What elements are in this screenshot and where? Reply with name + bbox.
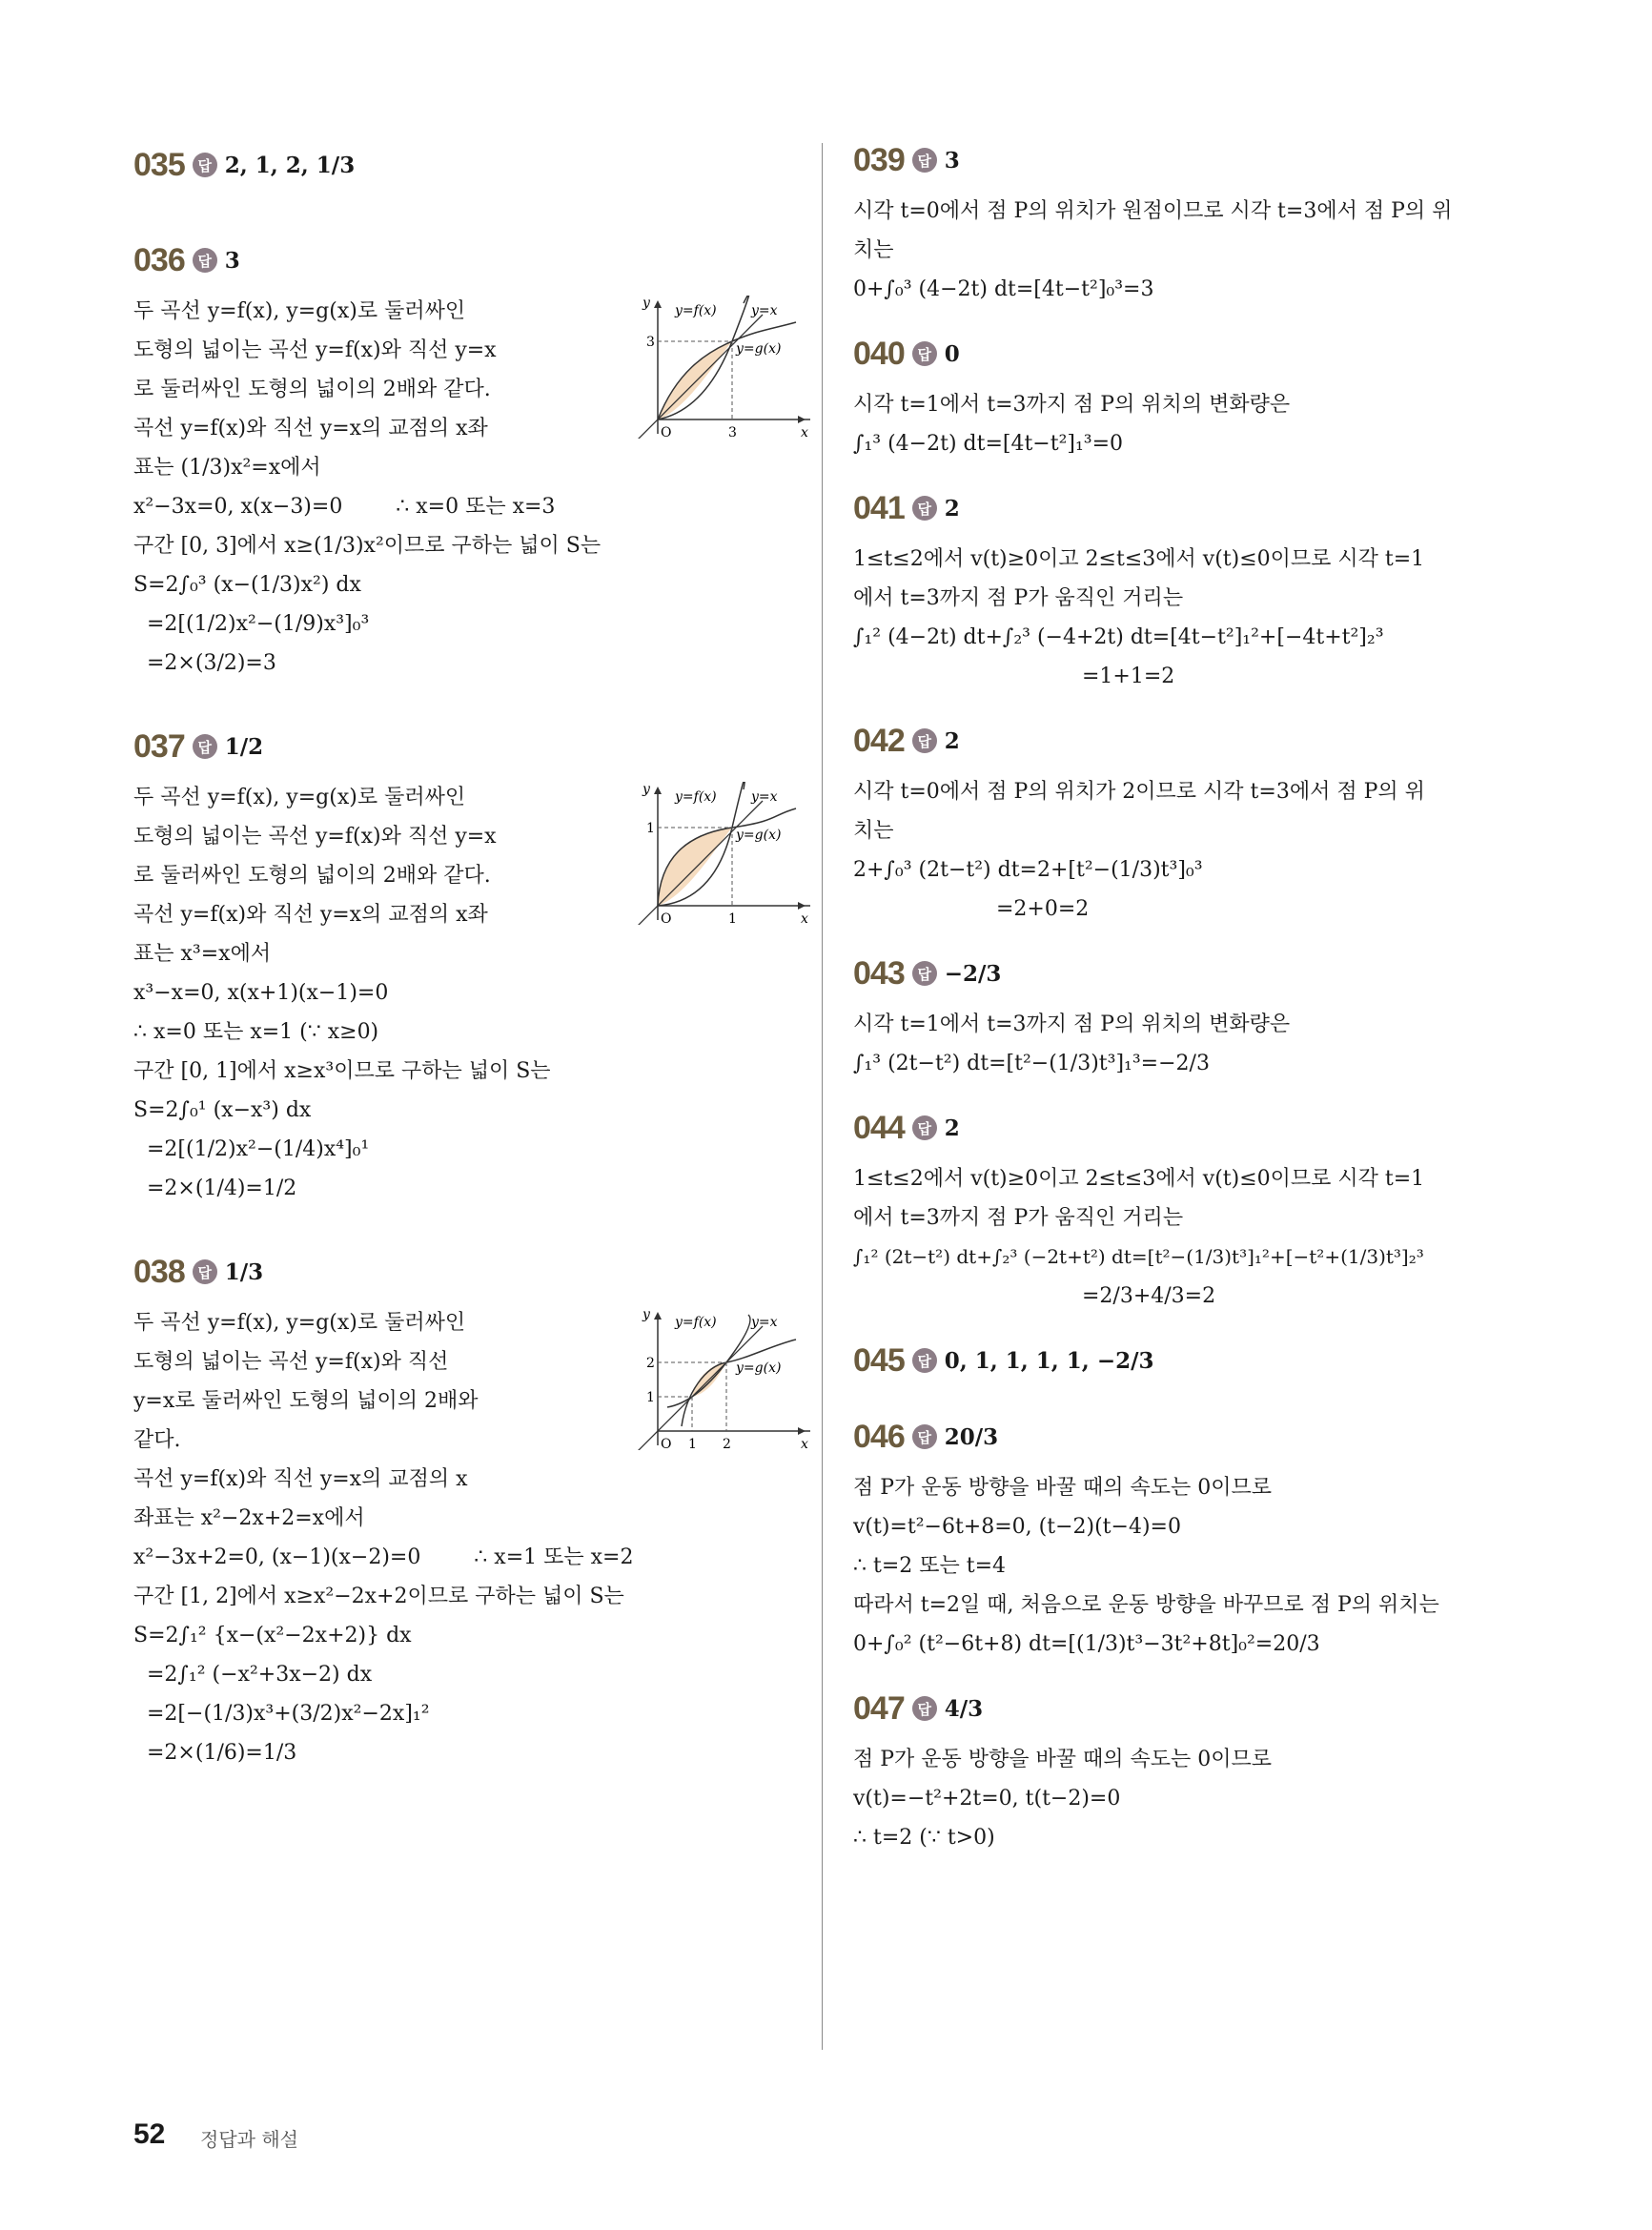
problem-number: 046: [853, 1418, 905, 1455]
solution-line: 구간 [0, 1]에서 x≥x³이므로 구하는 넓이 S는: [133, 1059, 551, 1083]
solution-line: 도형의 넓이는 곡선 y=f(x)와 직선: [133, 1350, 449, 1374]
solution-line: 두 곡선 y=f(x), y=g(x)로 둘러싸인: [133, 1311, 466, 1335]
answer-badge-icon: 답: [912, 341, 937, 366]
line-label: y=x: [751, 789, 778, 805]
problem-number: 045: [853, 1341, 905, 1379]
solution-line: 같다.: [133, 1428, 181, 1452]
x-tick-label: 2: [723, 1437, 731, 1450]
curve-f-label: y=f(x): [675, 303, 717, 318]
answer: 2: [944, 1115, 960, 1141]
solution-line: =2∫₁² (−x²+3x−2) dx: [147, 1663, 373, 1687]
solution-line: y=x로 둘러싸인 도형의 넓이의 2배와: [133, 1389, 479, 1413]
y-tick-label: 2: [646, 1356, 655, 1371]
solution-line: ∫₁³ (2t−t²) dt=[t²−(1/3)t³]₁³=−2/3: [853, 1052, 1210, 1075]
solution-line: ∫₁² (4−2t) dt+∫₂³ (−4+2t) dt=[4t−t²]₁²+[−4t+t²]₂³: [853, 625, 1384, 649]
answer: 1/2: [224, 733, 264, 760]
problem-number: 038: [133, 1253, 185, 1290]
problem-header: [853, 322, 1520, 385]
right-column: [853, 129, 1520, 1857]
problem-number: 035: [133, 146, 185, 183]
solution-line: x³−x=0, x(x+1)(x−1)=0: [133, 981, 389, 1005]
solution-line: 도형의 넓이는 곡선 y=f(x)와 직선 y=x: [133, 338, 497, 362]
page-number: 52: [133, 2118, 166, 2150]
solution-line: 구간 [1, 2]에서 x≥x²−2x+2이므로 구하는 넓이 S는: [133, 1585, 624, 1608]
answer-badge-icon: 답: [912, 1348, 937, 1373]
solution-line: 0+∫₀² (t²−6t+8) dt=[(1/3)t³−3t²+8t]₀²=20/3: [853, 1632, 1320, 1656]
answer: 3: [224, 247, 240, 274]
answer-badge-icon: 답: [193, 734, 217, 759]
solution-line: =2×(1/6)=1/3: [147, 1741, 297, 1765]
solution-line: 점 P가 운동 방향을 바꿀 때의 속도는 0이므로: [853, 1476, 1273, 1500]
y-axis-label: y: [642, 782, 650, 797]
problem-header: [853, 709, 1520, 772]
answer-badge-icon: 답: [912, 496, 937, 521]
solution-line: 두 곡선 y=f(x), y=g(x)로 둘러싸인: [133, 299, 466, 323]
answer: 4/3: [944, 1695, 984, 1722]
solution-line: 1≤t≤2에서 v(t)≥0이고 2≤t≤3에서 v(t)≤0이므로 시각 t=1: [853, 547, 1425, 571]
problem-043: [853, 942, 1520, 1083]
problem-number: 041: [853, 489, 905, 526]
area-graph-figure: [629, 782, 820, 925]
answer-badge-icon: 답: [193, 248, 217, 273]
answer-badge-icon: 답: [193, 1259, 217, 1284]
problem-header: [853, 1329, 1520, 1392]
solution-line: 점 P가 운동 방향을 바꿀 때의 속도는 0이므로: [853, 1748, 1273, 1771]
problem-036: [133, 229, 820, 683]
solution-line: =2×(3/2)=3: [147, 651, 276, 675]
origin-label: O: [661, 425, 672, 439]
problem-header: [853, 942, 1520, 1005]
solution-line: 시각 t=1에서 t=3까지 점 P의 위치의 변화량은: [853, 393, 1291, 417]
answer: 2: [944, 495, 960, 522]
area-graph-figure: [629, 1307, 820, 1450]
answer-badge-icon: 답: [912, 961, 937, 986]
curve-g-label: y=g(x): [736, 828, 782, 843]
x-tick-label: 1: [688, 1437, 697, 1450]
solution-line: 곡선 y=f(x)와 직선 y=x의 교점의 x좌: [133, 417, 488, 440]
problem-number: 042: [853, 722, 905, 759]
solution-line: v(t)=−t²+2t=0, t(t−2)=0: [853, 1787, 1121, 1811]
problem-header: [853, 477, 1520, 540]
solution-line: =2[(1/2)x²−(1/4)x⁴]₀¹: [147, 1137, 370, 1161]
problem-number: 040: [853, 335, 905, 372]
solution-line: ∫₁² (2t−t²) dt+∫₂³ (−2t+t²) dt=[t²−(1/3)t³]₁²+[−t²+(1/3)t³]₂³: [853, 1245, 1424, 1268]
answer-badge-icon: 답: [912, 1115, 937, 1140]
solution-line: v(t)=t²−6t+8=0, (t−2)(t−4)=0: [853, 1515, 1181, 1539]
answer-badge-icon: 답: [193, 153, 217, 177]
curve-g-label: y=g(x): [736, 1361, 782, 1376]
answer-badge-icon: 답: [912, 148, 937, 173]
solution-line: S=2∫₁² {x−(x²−2x+2)} dx: [133, 1624, 412, 1647]
x-tick-label: 1: [728, 911, 737, 925]
answer: 20/3: [944, 1423, 999, 1450]
solution-line: 좌표는 x²−2x+2=x에서: [133, 1506, 365, 1530]
solution-line: 시각 t=0에서 점 P의 위치가 원점이므로 시각 t=3에서 점 P의 위: [853, 199, 1453, 223]
problem-040: [853, 322, 1520, 463]
solution-line: 곡선 y=f(x)와 직선 y=x의 교점의 x: [133, 1467, 468, 1491]
solution-line: ∫₁³ (4−2t) dt=[4t−t²]₁³=0: [853, 432, 1124, 456]
answer: 2, 1, 2, 1/3: [224, 152, 356, 178]
problem-number: 044: [853, 1109, 905, 1146]
x-tick-label: 3: [728, 425, 737, 439]
problem-header: [853, 1405, 1520, 1468]
y-axis-label: y: [642, 1307, 650, 1322]
answer-badge-icon: 답: [912, 1696, 937, 1721]
problem-038: [133, 1240, 820, 1772]
problem-037: [133, 715, 820, 1208]
solution-line: 시각 t=0에서 점 P의 위치가 2이므로 시각 t=3에서 점 P의 위: [853, 780, 1425, 804]
solution-line: 시각 t=1에서 t=3까지 점 P의 위치의 변화량은: [853, 1013, 1291, 1036]
origin-label: O: [661, 1437, 672, 1450]
curve-g-label: y=g(x): [736, 341, 782, 357]
problem-044: [853, 1096, 1520, 1316]
solution-line: 따라서 t=2일 때, 처음으로 운동 방향을 바꾸므로 점 P의 위치는: [853, 1593, 1439, 1617]
solution-line: 로 둘러싸인 도형의 넓이의 2배와 같다.: [133, 378, 491, 401]
solution-line: 도형의 넓이는 곡선 y=f(x)와 직선 y=x: [133, 825, 497, 849]
line-label: y=x: [751, 1315, 778, 1330]
curve-f-label: y=f(x): [675, 1315, 717, 1330]
answer: 1/3: [224, 1258, 264, 1285]
solution-line: 표는 (1/3)x²=x에서: [133, 456, 321, 480]
solution-line: 로 둘러싸인 도형의 넓이의 2배와 같다.: [133, 864, 491, 888]
problem-number: 043: [853, 954, 905, 992]
problem-header: [133, 229, 820, 292]
solution-line: ∴ x=0 또는 x=1 (∵ x≥0): [133, 1020, 379, 1044]
solution-line: 에서 t=3까지 점 P가 움직인 거리는: [853, 1206, 1184, 1230]
problem-header: [853, 1096, 1520, 1159]
solution-line: =1+1=2: [1082, 665, 1175, 688]
solution-line: =2[(1/2)x²−(1/9)x³]₀³: [147, 612, 370, 636]
origin-label: O: [661, 911, 672, 925]
x-axis-label: x: [801, 425, 808, 439]
problem-047: [853, 1677, 1520, 1857]
problem-header: [853, 1677, 1520, 1740]
answer-badge-icon: 답: [912, 1424, 937, 1449]
answer: 2: [944, 727, 960, 754]
y-tick-label: 1: [646, 1390, 655, 1405]
solution-line: S=2∫₀³ (x−(1/3)x²) dx: [133, 573, 361, 597]
problem-045: [853, 1329, 1520, 1392]
answer: 0: [944, 340, 960, 367]
solution-line: 치는: [853, 238, 894, 262]
footer-label: 정답과 해설: [200, 2128, 298, 2151]
column-divider: [822, 143, 823, 2050]
solution-line: 치는: [853, 819, 894, 843]
problem-header: [133, 1240, 820, 1303]
problem-046: [853, 1405, 1520, 1664]
solution-line: 1≤t≤2에서 v(t)≥0이고 2≤t≤3에서 v(t)≤0이므로 시각 t=1: [853, 1167, 1425, 1191]
answer: −2/3: [944, 960, 1002, 987]
problem-042: [853, 709, 1520, 929]
y-tick-label: 3: [646, 335, 655, 350]
x-axis-label: x: [801, 1437, 808, 1450]
x-axis-label: x: [801, 911, 808, 925]
solution-line: 표는 x³=x에서: [133, 942, 272, 966]
problem-number: 047: [853, 1689, 905, 1727]
problem-035: [133, 133, 820, 196]
left-column: [133, 133, 820, 1805]
solution-line: 곡선 y=f(x)와 직선 y=x의 교점의 x좌: [133, 903, 488, 927]
solution-line: =2[−(1/3)x³+(3/2)x²−2x]₁²: [147, 1702, 430, 1726]
area-graph-figure: [629, 296, 820, 439]
solution-line: ∴ t=2 또는 t=4: [853, 1554, 1007, 1578]
solution-line: 두 곡선 y=f(x), y=g(x)로 둘러싸인: [133, 786, 466, 809]
solution-line: x²−3x+2=0, (x−1)(x−2)=0 ∴ x=1 또는 x=2: [133, 1545, 634, 1569]
problem-039: [853, 129, 1520, 309]
answer: 0, 1, 1, 1, 1, −2/3: [944, 1347, 1154, 1374]
solution-line: ∴ t=2 (∵ t>0): [853, 1826, 995, 1850]
solution-line: =2×(1/4)=1/2: [147, 1176, 297, 1200]
curve-f-label: y=f(x): [675, 789, 717, 805]
solution-line: 2+∫₀³ (2t−t²) dt=2+[t²−(1/3)t³]₀³: [853, 858, 1203, 882]
solution-line: S=2∫₀¹ (x−x³) dx: [133, 1098, 312, 1122]
solution-line: x²−3x=0, x(x−3)=0 ∴ x=0 또는 x=3: [133, 495, 556, 519]
y-tick-label: 1: [646, 821, 655, 836]
problem-header: [133, 133, 820, 196]
problem-number: 039: [853, 141, 905, 178]
solution-line: 구간 [0, 3]에서 x≥(1/3)x²이므로 구하는 넓이 S는: [133, 534, 602, 558]
problem-number: 036: [133, 241, 185, 278]
solution-line: 에서 t=3까지 점 P가 움직인 거리는: [853, 586, 1184, 610]
solution-line: 0+∫₀³ (4−2t) dt=[4t−t²]₀³=3: [853, 277, 1154, 301]
solution-line: =2+0=2: [996, 897, 1090, 921]
problem-number: 037: [133, 727, 185, 765]
answer-badge-icon: 답: [912, 728, 937, 753]
problem-header: [133, 715, 820, 778]
line-label: y=x: [751, 303, 778, 318]
solution-line: =2/3+4/3=2: [1082, 1284, 1216, 1308]
y-axis-label: y: [642, 296, 650, 311]
answer: 3: [944, 147, 960, 174]
problem-header: [853, 129, 1520, 192]
problem-041: [853, 477, 1520, 696]
